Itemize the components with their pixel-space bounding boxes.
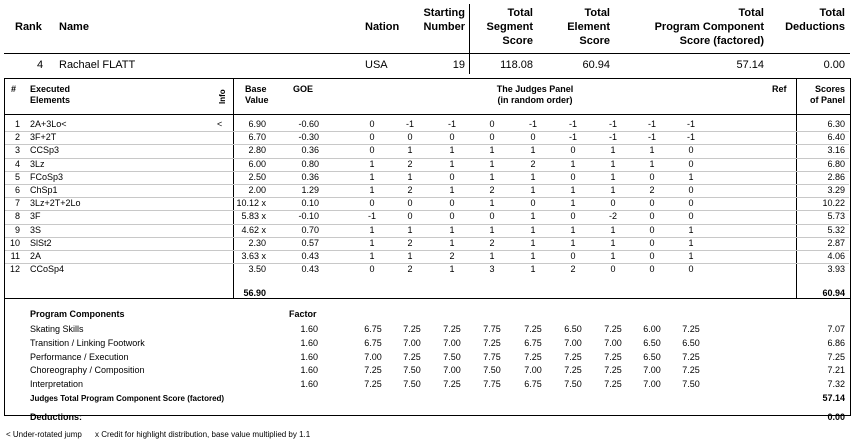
judge-score: -1 (608, 119, 617, 129)
base-value-total: 56.90 (243, 288, 266, 298)
judge-score: 1 (649, 158, 655, 169)
element-base-value: 2.30 (248, 237, 266, 248)
judge-component-score: 6.50 (643, 351, 661, 362)
judge-score: 1 (407, 224, 413, 235)
judge-component-score: 7.25 (564, 351, 582, 362)
judge-score: 1 (489, 198, 495, 209)
judge-component-score: 7.25 (682, 365, 700, 376)
elements-body-divider-1 (233, 114, 234, 298)
judge-component-score: 7.00 (443, 365, 461, 376)
judge-component-score: 7.25 (524, 324, 542, 334)
element-name: 2A+3Lo< (30, 119, 67, 129)
judge-component-score: 7.00 (443, 337, 461, 348)
judge-score: 2 (407, 185, 413, 195)
judge-score: 1 (449, 264, 455, 275)
judge-score: 0 (570, 211, 576, 222)
element-base-value: 5.83 x (241, 211, 266, 222)
judge-score: 1 (489, 251, 495, 261)
judge-component-score: 7.25 (604, 351, 622, 362)
judge-component-score: 7.25 (364, 365, 382, 376)
judge-component-score: 7.25 (443, 379, 461, 390)
tes-header-3: Score (579, 35, 610, 47)
judge-score: 0 (449, 171, 455, 182)
component-factor: 1.60 (300, 351, 318, 362)
judge-score: 1 (570, 185, 576, 195)
info-header: Info (218, 89, 227, 104)
element-goe: -0.60 (298, 119, 319, 129)
element-goe: -0.30 (298, 132, 319, 143)
judge-score: 0 (530, 198, 536, 209)
judge-score: 2 (407, 237, 413, 248)
judge-component-score: 7.25 (564, 365, 582, 376)
judge-score: 0 (610, 264, 616, 275)
judge-score: 1 (449, 185, 455, 195)
judge-score: 2 (530, 158, 536, 169)
elements-col-divider-1 (233, 78, 234, 114)
judge-score: 2 (489, 237, 495, 248)
row-separator (5, 131, 849, 132)
judge-score: 0 (649, 211, 655, 222)
judge-score: 0 (688, 264, 694, 275)
judge-component-score: 6.50 (643, 337, 661, 348)
component-panel-score: 7.07 (827, 324, 845, 334)
ded-header-2: Deductions (785, 21, 845, 33)
judge-score: 1 (688, 251, 694, 261)
component-factor: 1.60 (300, 379, 318, 390)
judge-component-score: 7.50 (483, 365, 501, 376)
element-name: 3F+2T (30, 132, 57, 143)
total-pcs: 57.14 (736, 59, 764, 71)
component-factor: 1.60 (300, 337, 318, 348)
judge-score: 1 (530, 251, 536, 261)
element-base-value: 3.50 (248, 264, 266, 275)
judge-score: 1 (489, 158, 495, 169)
judge-score: 1 (407, 145, 413, 156)
element-goe: 0.36 (301, 145, 319, 156)
components-title: Program Components (30, 309, 125, 319)
judge-component-score: 7.75 (483, 379, 501, 390)
judge-score: 0 (489, 132, 495, 143)
judge-score: 0 (489, 211, 495, 222)
judge-component-score: 7.75 (483, 351, 501, 362)
judge-component-score: 7.25 (682, 324, 700, 334)
element-panel-score: 2.87 (827, 237, 845, 248)
judge-score: 0 (649, 171, 655, 182)
judge-score: 3 (489, 264, 495, 275)
judge-component-score: 6.75 (524, 379, 542, 390)
judge-score: -1 (686, 132, 695, 143)
summary-rule (4, 53, 850, 54)
element-number: 1 (14, 119, 20, 129)
judge-component-score: 7.50 (403, 365, 421, 376)
judge-score: 1 (610, 185, 616, 195)
element-panel-score: 2.86 (827, 171, 845, 182)
judge-score: 1 (530, 264, 536, 275)
judge-component-score: 7.25 (604, 365, 622, 376)
judge-score: -1 (447, 119, 456, 129)
judge-component-score: 6.50 (564, 324, 582, 334)
judge-component-score: 7.50 (403, 379, 421, 390)
element-base-value: 2.00 (248, 185, 266, 195)
component-name: Choreography / Composition (30, 365, 145, 376)
element-number: 11 (10, 251, 20, 261)
judge-score: 0 (649, 237, 655, 248)
skater-name: Rachael FLATT (59, 59, 136, 71)
nation-header: Nation (365, 21, 400, 33)
judge-score: 1 (570, 224, 576, 235)
judge-score: 1 (369, 224, 375, 235)
component-factor: 1.60 (300, 365, 318, 376)
judge-score: 0 (369, 198, 375, 209)
element-panel-score: 3.16 (827, 145, 845, 156)
judge-score: 0 (530, 132, 536, 143)
judge-score: 0 (570, 145, 576, 156)
judge-score: 0 (369, 145, 375, 156)
rank-value: 4 (37, 59, 44, 71)
judge-score: -1 (367, 211, 376, 222)
element-panel-score: 5.32 (827, 224, 845, 235)
judge-component-score: 7.25 (403, 324, 421, 334)
judge-score: 1 (530, 145, 536, 156)
element-name: 3Lz (30, 158, 45, 169)
element-name: 3Lz+2T+2Lo (30, 198, 81, 209)
row-separator (5, 210, 849, 211)
starting-header: Starting (423, 7, 465, 19)
judge-component-score: 7.25 (403, 351, 421, 362)
judge-score: -1 (568, 119, 577, 129)
deductions-label: Deductions: (30, 412, 83, 422)
judge-score: 0 (688, 185, 694, 195)
element-goe: 0.10 (301, 198, 319, 209)
judge-component-score: 7.50 (682, 379, 700, 390)
judge-component-score: 6.50 (682, 337, 700, 348)
name-header: Name (59, 21, 89, 33)
tes-header-1: Total (584, 7, 610, 19)
component-name: Interpretation (30, 379, 84, 390)
judge-score: 1 (369, 237, 375, 248)
judge-score: 1 (530, 185, 536, 195)
judge-component-score: 7.75 (483, 324, 501, 334)
judge-component-score: 7.25 (604, 379, 622, 390)
judge-score: 1 (449, 145, 455, 156)
judge-component-score: 7.50 (443, 351, 461, 362)
element-base-value: 6.90 (248, 119, 266, 129)
element-panel-score: 6.40 (827, 132, 845, 143)
element-panel-score: 6.30 (827, 119, 845, 129)
element-name: ChSp1 (30, 185, 58, 195)
elements-total-rule (4, 298, 850, 299)
judge-score: 0 (649, 251, 655, 261)
element-goe: 0.43 (301, 251, 319, 261)
component-factor: 1.60 (300, 324, 318, 334)
judge-score: 1 (610, 145, 616, 156)
element-base-value: 10.12 x (236, 198, 266, 209)
judge-score: 0 (570, 171, 576, 182)
element-number: 3 (14, 145, 20, 156)
row-separator (5, 224, 849, 225)
judge-component-score: 6.75 (364, 337, 382, 348)
judge-score: 1 (369, 251, 375, 261)
judge-score: -1 (568, 132, 577, 143)
judge-component-score: 7.00 (643, 365, 661, 376)
element-base-value: 6.70 (248, 132, 266, 143)
row-separator (5, 144, 849, 145)
judge-component-score: 7.25 (364, 379, 382, 390)
element-panel-score: 4.06 (827, 251, 845, 261)
judge-component-score: 6.75 (524, 337, 542, 348)
judge-score: 0 (449, 211, 455, 222)
row-separator (5, 171, 849, 172)
base-header-2: Value (245, 95, 269, 105)
row-separator (5, 250, 849, 251)
element-base-value: 4.62 x (241, 224, 266, 235)
judge-score: 1 (610, 158, 616, 169)
judge-score: 1 (649, 145, 655, 156)
summary-divider (469, 4, 470, 74)
element-score-total: 60.94 (822, 288, 845, 298)
element-base-value: 6.00 (248, 158, 266, 169)
tss-header-2: Segment (486, 21, 533, 33)
judge-component-score: 7.00 (604, 337, 622, 348)
judge-score: -1 (608, 132, 617, 143)
judge-score: 0 (649, 198, 655, 209)
judge-score: 1 (489, 171, 495, 182)
element-goe: 0.36 (301, 171, 319, 182)
element-number: 6 (14, 185, 20, 195)
judge-score: 1 (610, 251, 616, 261)
judge-score: 0 (407, 198, 413, 209)
element-panel-score: 3.93 (827, 264, 845, 275)
judge-component-score: 6.00 (643, 324, 661, 334)
element-panel-score: 6.80 (827, 158, 845, 169)
tss-header-3: Score (502, 35, 533, 47)
judge-score: 0 (688, 145, 694, 156)
judge-score: 0 (489, 119, 495, 129)
deductions-value: 0.00 (827, 412, 845, 422)
judge-score: 0 (570, 251, 576, 261)
judge-component-score: 6.75 (364, 324, 382, 334)
element-panel-score: 5.73 (827, 211, 845, 222)
element-name: CCSp3 (30, 145, 60, 156)
judge-score: 2 (570, 264, 576, 275)
exec-header-2: Elements (30, 95, 71, 105)
judge-score: 1 (610, 237, 616, 248)
judge-score: -1 (647, 132, 656, 143)
judge-score: 1 (489, 145, 495, 156)
judges-panel-header-2: (in random order) (497, 95, 573, 105)
ref-header: Ref (772, 84, 787, 94)
row-separator (5, 158, 849, 159)
elements-col-divider-2 (796, 78, 797, 114)
element-name: 2A (30, 251, 42, 261)
judge-score: 0 (649, 264, 655, 275)
row-separator (5, 197, 849, 198)
footnote-credit: x Credit for highlight distribution, base value multiplied by 1.1 (95, 430, 311, 439)
scores-header-1: Scores (814, 84, 845, 94)
judge-score: 2 (649, 185, 655, 195)
row-separator (5, 237, 849, 238)
judge-score: 1 (570, 158, 576, 169)
judge-score: 2 (407, 158, 413, 169)
element-number: 2 (14, 132, 20, 143)
component-name: Transition / Linking Footwork (30, 337, 145, 348)
element-goe: 0.80 (301, 158, 319, 169)
num-header: # (11, 84, 17, 94)
judge-score: 1 (570, 237, 576, 248)
element-base-value: 3.63 x (241, 251, 266, 261)
element-panel-score: 3.29 (827, 185, 845, 195)
element-number: 9 (14, 224, 20, 235)
judge-score: 1 (610, 171, 616, 182)
element-name: FCoSp3 (30, 171, 64, 182)
element-number: 5 (14, 171, 20, 182)
judge-component-score: 7.00 (524, 365, 542, 376)
element-goe: 0.43 (301, 264, 319, 275)
element-goe: 1.29 (301, 185, 319, 195)
exec-header-1: Executed (30, 84, 71, 94)
goe-header: GOE (293, 84, 314, 94)
judge-score: 0 (649, 224, 655, 235)
judges-panel-header-1: The Judges Panel (496, 84, 574, 94)
row-separator (5, 263, 849, 264)
judge-score: 0 (688, 198, 694, 209)
element-number: 4 (14, 158, 20, 169)
component-panel-score: 7.21 (827, 365, 845, 376)
judge-component-score: 7.25 (682, 351, 700, 362)
judge-score: 1 (530, 237, 536, 248)
component-name: Skating Skills (30, 324, 84, 334)
element-info: < (217, 119, 223, 129)
judge-score: 1 (449, 158, 455, 169)
judge-score: 0 (610, 198, 616, 209)
component-name: Performance / Execution (30, 351, 129, 362)
rank-header: Rank (15, 21, 42, 33)
judge-score: 2 (489, 185, 495, 195)
element-name: 3S (30, 224, 42, 235)
judge-component-score: 7.25 (443, 324, 461, 334)
element-goe: 0.70 (301, 224, 319, 235)
factor-header: Factor (289, 309, 317, 319)
component-panel-score: 7.25 (827, 351, 845, 362)
judge-score: -2 (608, 211, 617, 222)
judge-score: 1 (688, 171, 694, 182)
judge-score: -1 (405, 119, 414, 129)
judge-score: 0 (688, 158, 694, 169)
judge-component-score: 7.00 (643, 379, 661, 390)
starting-number-value: 19 (452, 59, 465, 71)
judge-score: 1 (407, 251, 413, 261)
scores-header-2: of Panel (809, 95, 845, 105)
element-name: CCoSp4 (30, 264, 65, 275)
judge-score: -1 (528, 119, 537, 129)
tes-header-2: Element (567, 21, 610, 33)
footnote-under-rotated: < Under-rotated jump (6, 430, 82, 439)
judge-score: 0 (449, 132, 455, 143)
judge-score: 0 (407, 211, 413, 222)
element-name: 3F (30, 211, 41, 222)
element-number: 8 (14, 211, 20, 222)
pcs-header-1: Total (738, 7, 764, 19)
judge-score: 0 (369, 119, 375, 129)
total-segment-score: 118.08 (500, 59, 533, 71)
pcs-total-label: Judges Total Program Component Score (factored) (30, 394, 225, 403)
judge-score: 1 (688, 237, 694, 248)
judge-score: 1 (610, 224, 616, 235)
judge-score: 1 (530, 171, 536, 182)
judge-component-score: 7.00 (364, 351, 382, 362)
element-panel-score: 10.22 (822, 198, 845, 209)
judge-score: 1 (449, 224, 455, 235)
element-goe: 0.57 (301, 237, 319, 248)
row-separator (5, 184, 849, 185)
judge-score: 1 (369, 171, 375, 182)
judge-score: 1 (369, 158, 375, 169)
judge-score: 1 (449, 237, 455, 248)
pcs-total-value: 57.14 (822, 393, 845, 403)
ded-header-1: Total (819, 7, 845, 19)
judge-component-score: 7.25 (483, 337, 501, 348)
judge-score: 1 (369, 185, 375, 195)
element-goe: -0.10 (298, 211, 319, 222)
element-number: 7 (14, 198, 20, 209)
judge-component-score: 7.25 (524, 351, 542, 362)
judge-score: 0 (369, 132, 375, 143)
judge-score: 1 (530, 211, 536, 222)
number-header: Number (423, 21, 465, 33)
judge-component-score: 7.00 (564, 337, 582, 348)
component-panel-score: 7.32 (827, 379, 845, 390)
pcs-header-3: Score (factored) (679, 35, 764, 47)
judge-component-score: 7.50 (564, 379, 582, 390)
judge-score: -1 (647, 119, 656, 129)
element-number: 10 (9, 237, 20, 248)
judge-score: 2 (449, 251, 455, 261)
total-deductions: 0.00 (823, 59, 845, 71)
element-base-value: 2.50 (248, 171, 266, 182)
element-base-value: 2.80 (248, 145, 266, 156)
total-element-score: 60.94 (582, 59, 610, 71)
judge-score: 1 (570, 198, 576, 209)
judge-score: 2 (407, 264, 413, 275)
judge-component-score: 7.00 (403, 337, 421, 348)
judge-score: 1 (489, 224, 495, 235)
judge-score: 0 (407, 132, 413, 143)
tss-header-1: Total (507, 7, 533, 19)
judge-score: 0 (688, 211, 694, 222)
judge-score: 1 (407, 171, 413, 182)
nation-value: USA (365, 59, 388, 71)
elements-header-rule (4, 114, 850, 115)
pcs-header-2: Program Component (654, 21, 764, 33)
judge-score: 1 (688, 224, 694, 235)
element-name: SlSt2 (30, 237, 52, 248)
element-number: 12 (9, 264, 20, 275)
base-header-1: Base (245, 84, 267, 94)
judge-score: -1 (686, 119, 695, 129)
elements-body-divider-2 (796, 114, 797, 298)
judge-score: 0 (369, 264, 375, 275)
component-panel-score: 6.86 (827, 337, 845, 348)
judge-score: 1 (530, 224, 536, 235)
judge-component-score: 7.25 (604, 324, 622, 334)
judge-score: 0 (449, 198, 455, 209)
